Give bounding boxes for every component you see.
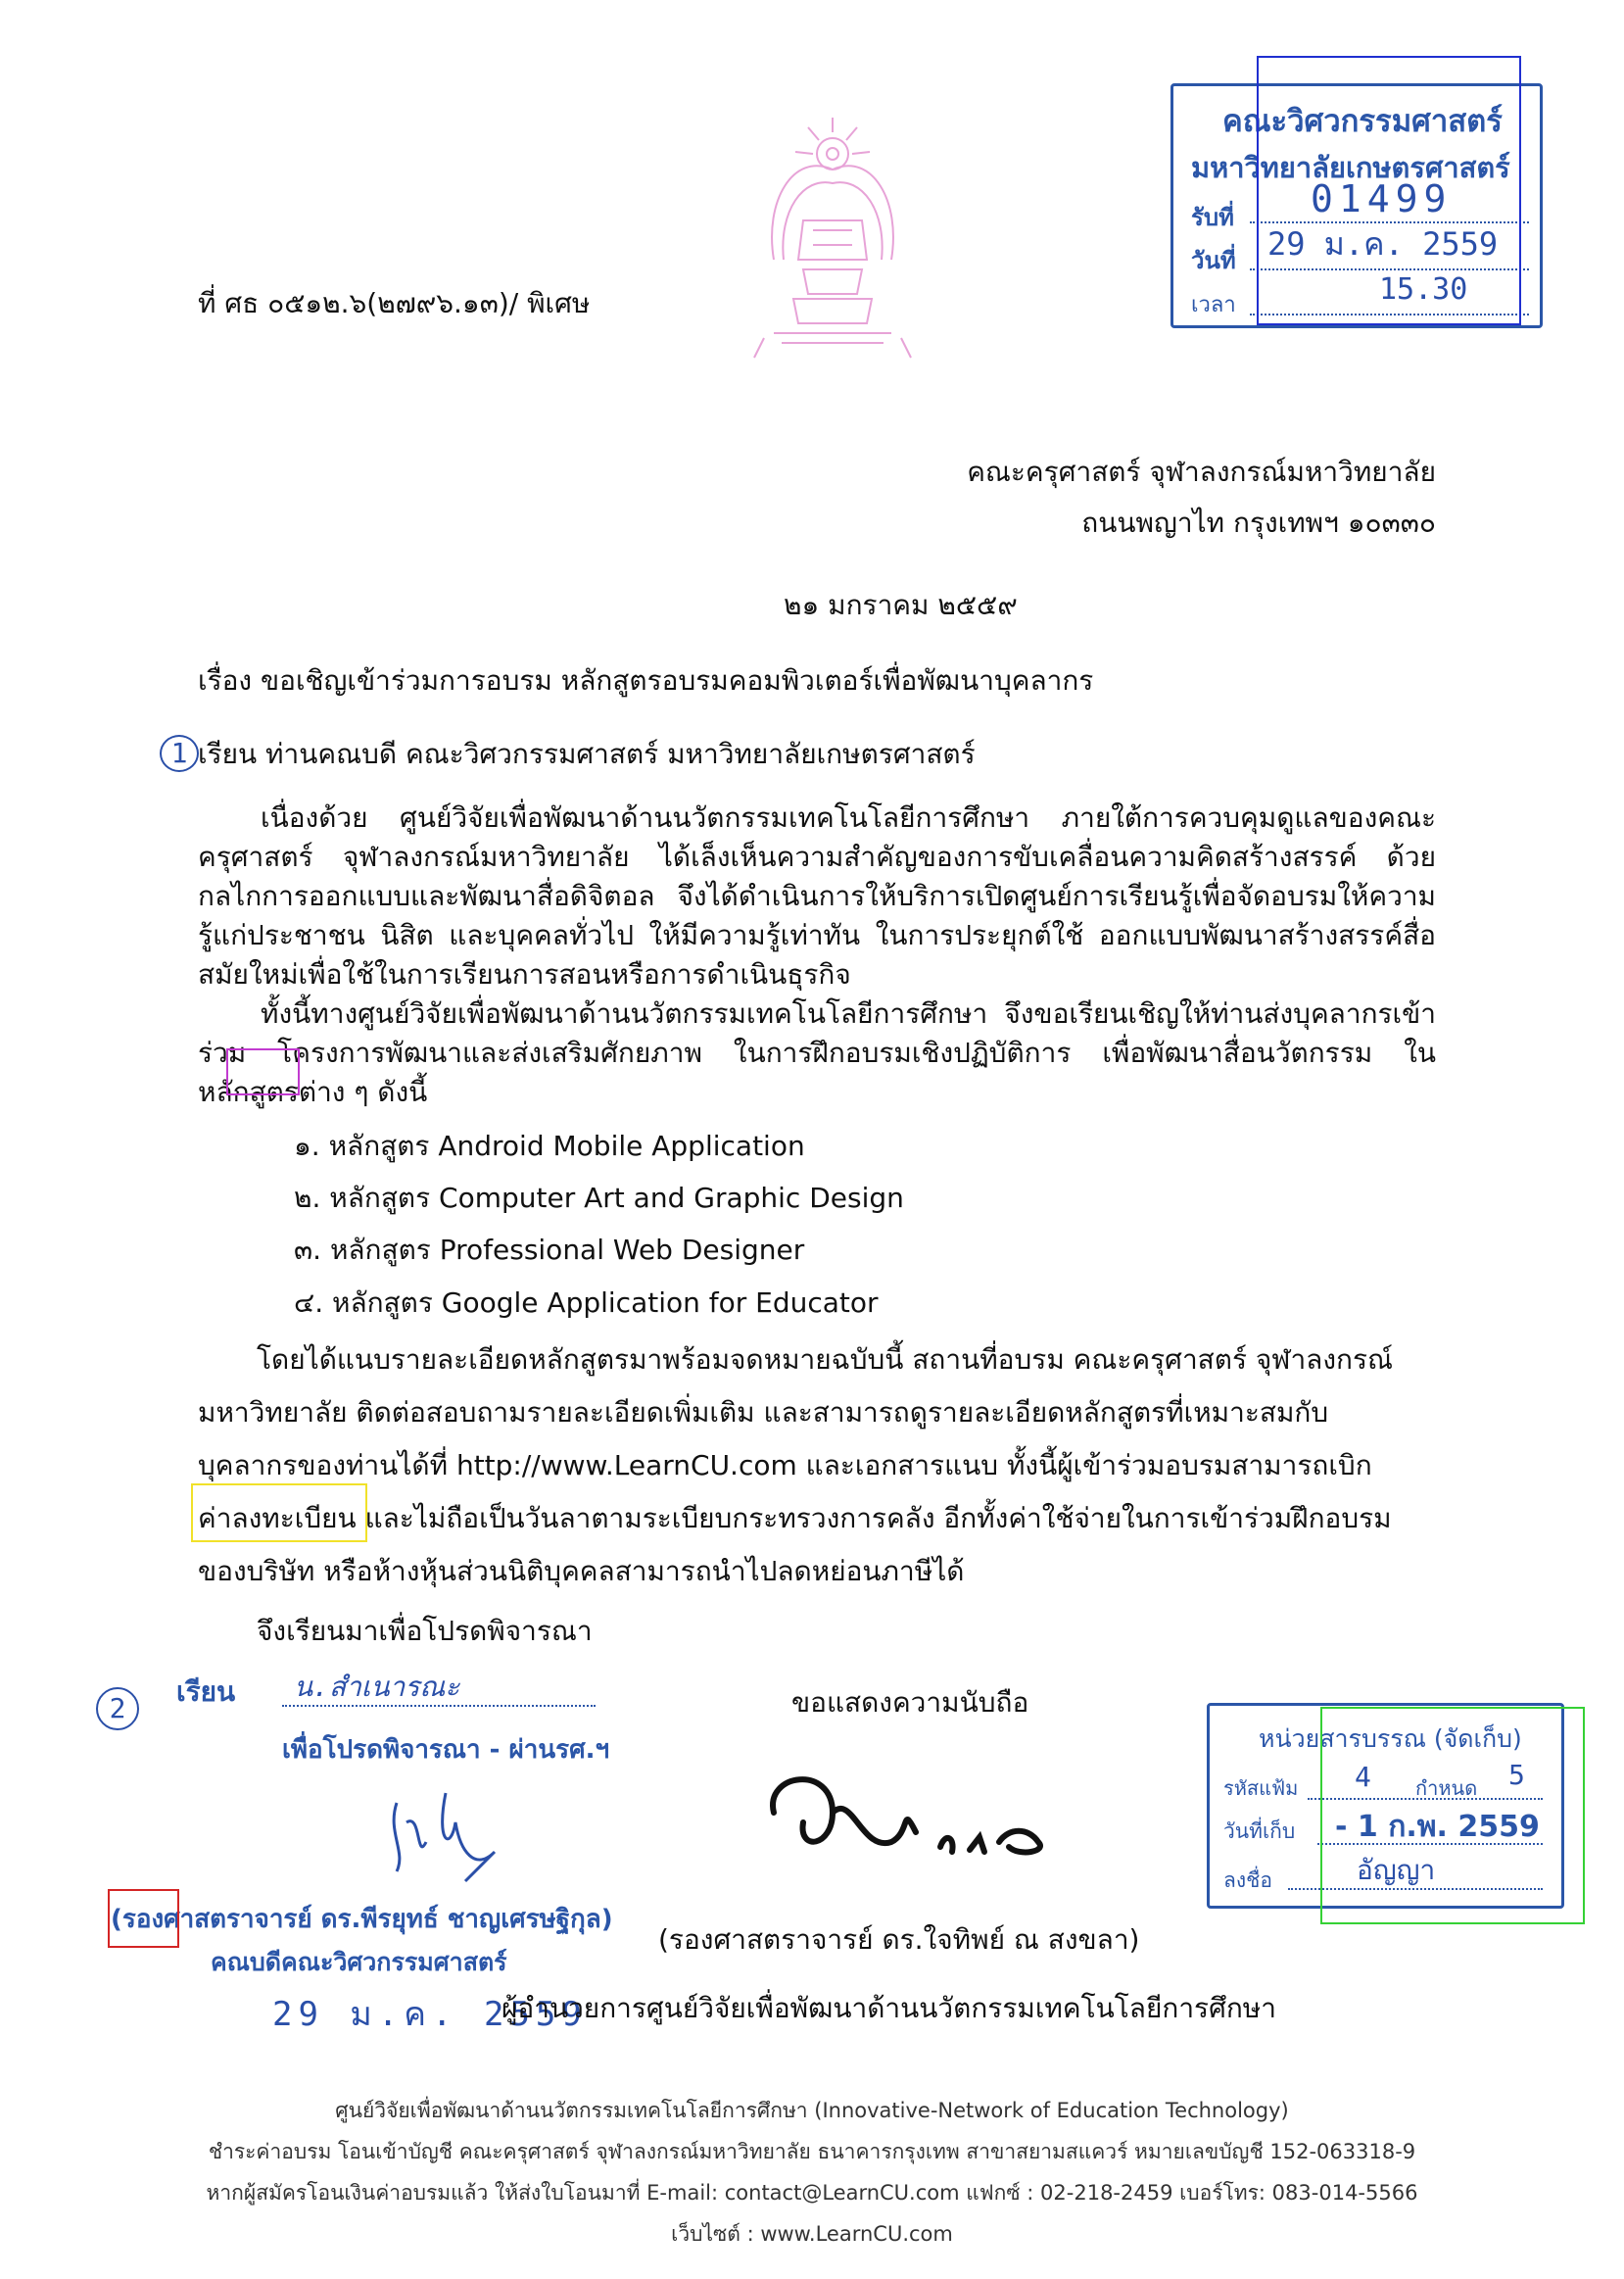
received-no-value: 01499 <box>1311 177 1453 220</box>
archive-date-label: วันที่เก็บ <box>1223 1819 1296 1843</box>
course-item: ๓. หลักสูตร Professional Web Designer <box>294 1234 805 1266</box>
footer-line: เว็บไซต์ : www.LearnCU.com <box>671 2222 953 2246</box>
paragraph-3-line: ค่าลงทะเบียน และไม่ถือเป็นวันลาตามระเบียบกระทรวงการคลัง อีกทั้งค่าใช้จ่ายในการเข้าร่วมฝึกอบรม <box>198 1502 1392 1534</box>
letter-date: ๒๑ มกราคม ๒๕๕๙ <box>784 589 1018 621</box>
received-no-label: รับที่ <box>1191 204 1234 231</box>
footer-line: ศูนย์วิจัยเพื่อพัฒนาด้านนวัตกรรมเทคโนโลยีการศึกษา (Innovative-Network of Education Technology) <box>335 2099 1289 2122</box>
note-to-label: เรียน <box>176 1675 236 1708</box>
highlight-box-dean-prefix <box>108 1889 179 1948</box>
university-seal-emblem <box>744 113 921 367</box>
letter-subject: เรื่อง ขอเชิญเข้าร่วมการอบรม หลักสูตรอบรมคอมพิวเตอร์เพื่อพัฒนาบุคลากร <box>198 664 1094 697</box>
course-item: ๔. หลักสูตร Google Application for Educator <box>294 1286 879 1319</box>
course-item: ๒. หลักสูตร Computer Art and Graphic Design <box>294 1182 904 1214</box>
highlight-box-word-ruam <box>226 1048 300 1095</box>
director-signature <box>744 1754 1068 1881</box>
archive-due-label: กำหนด <box>1415 1776 1478 1800</box>
footer-line: หากผู้สมัครโอนเงินค่าอบรมแล้ว ให้ส่งใบโอนมาที่ E-mail: contact@LearnCU.com แฟกซ์ : 02-218-2459 เบอร์โทร: 083-014-5566 <box>206 2181 1418 2205</box>
sender-org: คณะครุศาสตร์ จุฬาลงกรณ์มหาวิทยาลัย <box>967 456 1436 488</box>
closing-request: จึงเรียนมาเพื่อโปรดพิจารณา <box>257 1615 593 1647</box>
received-time-value: 15.30 <box>1379 272 1468 307</box>
closing-text: ขอแสดงความนับถือ <box>791 1686 1029 1719</box>
archive-stamp-title: หน่วยสารบรรณ (จัดเก็บ) <box>1259 1724 1522 1753</box>
archive-due-value: 5 <box>1508 1759 1525 1791</box>
received-date-label: วันที่ <box>1191 247 1236 274</box>
footer-line: ชำระค่าอบรม โอนเข้าบัญชี คณะครุศาสตร์ จุฬาลงกรณ์มหาวิทยาลัย ธนาคารกรุงเทพ สาขาสยามสแควร์ หมายเลขบัญชี 152-063318-9 <box>208 2140 1416 2163</box>
annotation-circle-1 <box>160 735 199 772</box>
paragraph-3-line: โดยได้แนบรายละเอียดหลักสูตรมาพร้อมจดหมายฉบับนี้ สถานที่อบรม คณะครุศาสตร์ จุฬาลงกรณ์ <box>257 1343 1393 1376</box>
archive-sign-label: ลงชื่อ <box>1223 1868 1272 1892</box>
reference-number: ที่ ศธ ๐๕๑๒.๖(๒๗๙๖.๑๓)/ พิเศษ <box>198 287 591 319</box>
dean-name: (รองศาสตราจารย์ ดร.พีรยุทธ์ ชาญเศรษฐิกุล) <box>111 1905 613 1934</box>
paragraph-3-line: บุคลากรของท่านได้ที่ http://www.LearnCU.com และเอกสารแนบ ทั้งนี้ผู้เข้าร่วมอบรมสามารถเบิก <box>198 1449 1372 1481</box>
received-time-label: เวลา <box>1191 293 1236 317</box>
paragraph-3-line: มหาวิทยาลัย ติดต่อสอบถามรายละเอียดเพิ่มเติม และสามารถดูรายละเอียดหลักสูตรที่เหมาะสมกับ <box>198 1396 1329 1429</box>
paragraph-1: เนื่องด้วย ศูนย์วิจัยเพื่อพัฒนาด้านนวัตกรรมเทคโนโลยีการศึกษา ภายใต้การควบคุมดูแลของคณะครุศาสตร์ จุฬาลงกรณ์มหาวิทยาลัย ได้เล็งเห็นความสำคัญของการขับเคลื่อนความคิดสร้างสรรค์ ด้วยกลไกการออกแบบและพัฒนาสื่อดิจิตอล จึงได้ดำเนินการให้บริการเปิดศูนย์การเรียนรู้เพื่อจัดอบรมให้ความรู้แก่ประชาชน นิสิต และบุคคลทั่วไป ให้มีความรู้เท่าทัน ในการประยุกต์ใช้ ออกแบบพัฒนาสร้างสรรค์สื่อสมัยใหม่เพื่อใช้ในการเรียนการสอนหรือการดำเนินธุรกิจ <box>198 801 1436 991</box>
paragraph-3-line: ของบริษัท หรือห้างหุ้นส่วนนิติบุคคลสามารถนำไปลดหย่อนภาษีได้ <box>198 1555 965 1587</box>
dean-date: 29 ม.ค. 2559 <box>272 1995 588 2034</box>
received-stamp-line1: คณะวิศวกรรมศาสตร์ <box>1222 104 1503 139</box>
note-to-value: น.สำเนารณะ <box>294 1671 460 1703</box>
dean-signature <box>377 1783 514 1891</box>
highlight-box-archive-stamp <box>1320 1707 1585 1924</box>
note-line-2: เพื่อโปรดพิจารณา - ผ่านรศ.ฯ <box>282 1735 610 1765</box>
archive-file-label: รหัสแฟ้ม <box>1223 1776 1299 1800</box>
received-stamp-line2: มหาวิทยาลัยเกษตรศาสตร์ <box>1191 151 1510 184</box>
signatory-title: ผู้อำนวยการศูนย์วิจัยเพื่อพัฒนาด้านนวัตกรรมเทคโนโลยีการศึกษา <box>502 1992 1276 2024</box>
sender-address: ถนนพญาไท กรุงเทพฯ ๑๐๓๓๐ <box>1081 507 1436 539</box>
course-item: ๑. หลักสูตร Android Mobile Application <box>294 1130 805 1162</box>
highlight-box-registration-fee <box>191 1483 367 1542</box>
annotation-circle-2 <box>96 1687 139 1730</box>
annotation-circle-1-text: 1 <box>170 737 188 769</box>
dean-title: คณบดีคณะวิศวกรรมศาสตร์ <box>211 1948 507 1976</box>
highlight-box-received-stamp <box>1257 56 1521 325</box>
archive-date-value: - 1 ก.พ. 2559 <box>1335 1810 1540 1844</box>
signatory-name: (รองศาสตราจารย์ ดร.ใจทิพย์ ณ สงขลา) <box>658 1923 1140 1956</box>
letter-recipient: เรียน ท่านคณบดี คณะวิศวกรรมศาสตร์ มหาวิทยาลัยเกษตรศาสตร์ <box>198 738 976 770</box>
archive-file-value: 4 <box>1355 1761 1371 1793</box>
archive-sign-value: อัญญา <box>1357 1854 1436 1886</box>
annotation-circle-2-text: 2 <box>109 1692 126 1724</box>
received-date-value: 29 ม.ค. 2559 <box>1267 225 1499 263</box>
paragraph-2: ทั้งนี้ทางศูนย์วิจัยเพื่อพัฒนาด้านนวัตกรรมเทคโนโลยีการศึกษา จึงขอเรียนเชิญให้ท่านส่งบุคลากรเข้าร่วม โครงการพัฒนาและส่งเสริมศักยภาพ ในการฝึกอบรมเชิงปฏิบัติการ เพื่อพัฒนาสื่อนวัตกรรม ในหลักสูตรต่าง ๆ ดังนี้ <box>198 997 1436 1108</box>
